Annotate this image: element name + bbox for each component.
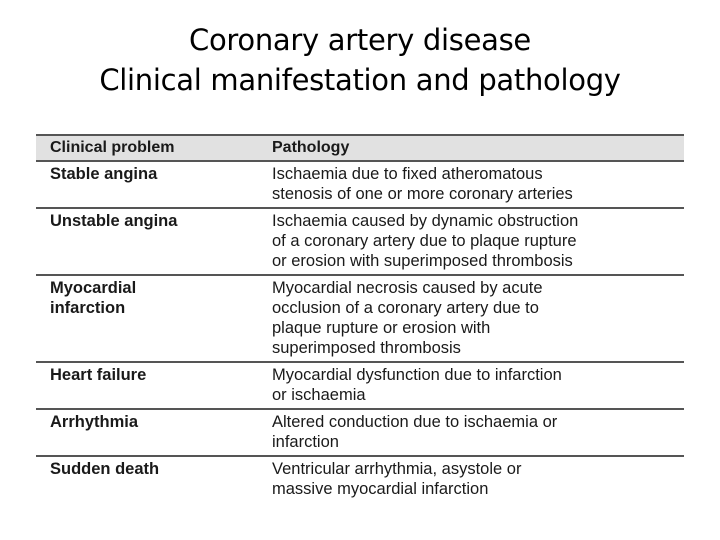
table-row [36,456,684,502]
clinical-problem-cell: Heart failure [36,362,258,409]
pathology-cell: Ventricular arrhythmia, asystole or massive myocardial infarction [272,460,522,498]
pathology-cell: Myocardial dysfunction due to infarction or ischaemia [258,362,684,409]
table-row [36,275,684,362]
clinical-problem-cell: Sudden death [50,460,160,478]
pathology-cell: Myocardial necrosis caused by acute occlusion of a coronary artery due to plaque rupture or erosion with superimposed thrombosis [258,275,684,362]
clinical-problem-cell: Myocardial infarction [36,275,258,362]
clinical-table-container [36,134,684,502]
pathology-cell: Altered conduction due to ischaemia or infarction [258,409,684,456]
clinical-problem-cell: Arrhythmia [36,409,258,456]
clinical-problem-cell: Stable angina [36,161,258,208]
pathology-cell: Ischaemia caused by dynamic obstruction of a coronary artery due to plaque rupture or erosion with superimposed thrombosis [258,208,684,275]
slide-title [0,20,720,100]
slide-title-line-1: Coronary artery disease [189,23,531,57]
table-row [36,362,684,409]
table-header-row [36,135,684,161]
column-header-pathology: Pathology [258,135,684,161]
clinical-problem-cell: Unstable angina [36,208,258,275]
clinical-table [36,134,684,502]
table-row [36,208,684,275]
table-row [36,409,684,456]
column-header-clinical-problem: Clinical problem [36,135,258,161]
slide-title-line-2: Clinical manifestation and pathology [99,63,621,97]
pathology-cell: Ischaemia due to fixed atheromatous stenosis of one or more coronary arteries [258,161,684,208]
table-row [36,161,684,208]
